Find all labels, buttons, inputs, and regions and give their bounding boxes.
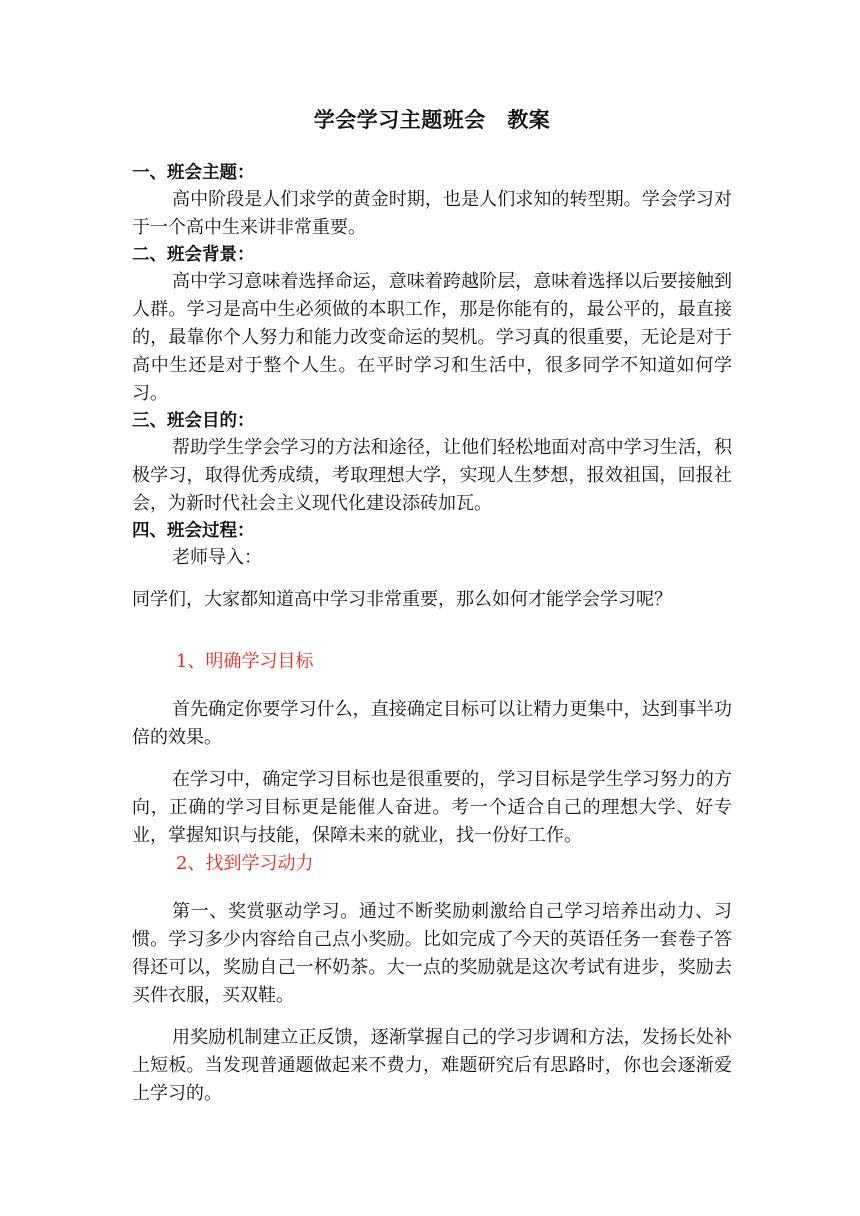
section-heading-purpose: 三、班会目的：: [132, 411, 255, 431]
spacer: [132, 878, 732, 898]
section-heading-process: 四、班会过程：: [132, 521, 255, 541]
section-heading-theme: 一、班会主题：: [132, 163, 255, 183]
motivation-paragraph-1: 第一、奖赏驱动学习。通过不断奖励刺激给自己学习培养出动力、习惯。学习多少内容给自己点小奖励。比如完成了今天的英语任务一套卷子答得还可以，奖励自己一杯奶茶。大一点的奖励就是这次考试有进步，奖励去买件衣服，买双鞋。: [132, 901, 732, 1006]
goal-paragraph-2: 在学习中，确定学习目标也是很重要的，学习目标是学生学习努力的方向，正确的学习目标更是能催人奋进。考一个适合自己的理想大学、好专业，掌握知识与技能，保障未来的就业，找一份好工作。: [132, 769, 732, 846]
spacer: [132, 1010, 732, 1024]
section-paragraph-process: 老师导入：: [172, 547, 262, 568]
subheading-goal: 1、明确学习目标: [176, 651, 314, 672]
section-heading-background: 二、班会背景：: [132, 245, 255, 265]
spacer: [132, 614, 732, 648]
spacer: [132, 572, 732, 586]
intro-paragraph: 同学们，大家都知道高中学习非常重要，那么如何才能学会学习呢？: [132, 589, 672, 610]
section-paragraph-background: 高中学习意味着选择命运，意味着跨越阶层，意味着选择以后要接触到人群。学习是高中生必须做的本职工作，那是你能有的，最公平的，最直接的，最靠你个人努力和能力改变命运的契机。学习真的很重要，无论是对于高中生还是对于整个人生。在平时学习和生活中，很多同学不知道如何学习。: [132, 271, 732, 404]
document-page: [132, 102, 732, 1108]
spacer: [132, 752, 732, 766]
section-paragraph-theme: 高中阶段是人们求学的黄金时期，也是人们求知的转型期。学会学习对于一个高中生来讲非常重要。: [132, 189, 732, 238]
section-paragraph-purpose: 帮助学生学会学习的方法和途径，让他们轻松地面对高中学习生活，积极学习，取得优秀成绩，考取理想大学，实现人生梦想，报效祖国，回报社会，为新时代社会主义现代化建设添砖加瓦。: [132, 437, 732, 514]
goal-paragraph-1: 首先确定你要学习什么，直接确定目标可以让精力更集中，达到事半功倍的效果。: [132, 699, 732, 748]
document-title: 学会学习主题班会 教案: [313, 107, 551, 132]
spacer: [132, 676, 732, 696]
motivation-paragraph-2: 用奖励机制建立正反馈，逐渐掌握自己的学习步调和方法，发扬长处补上短板。当发现普通题做起来不费力，难题研究后有思路时，你也会逐渐爱上学习的。: [132, 1027, 732, 1104]
subheading-motivation: 2、找到学习动力: [176, 853, 314, 874]
